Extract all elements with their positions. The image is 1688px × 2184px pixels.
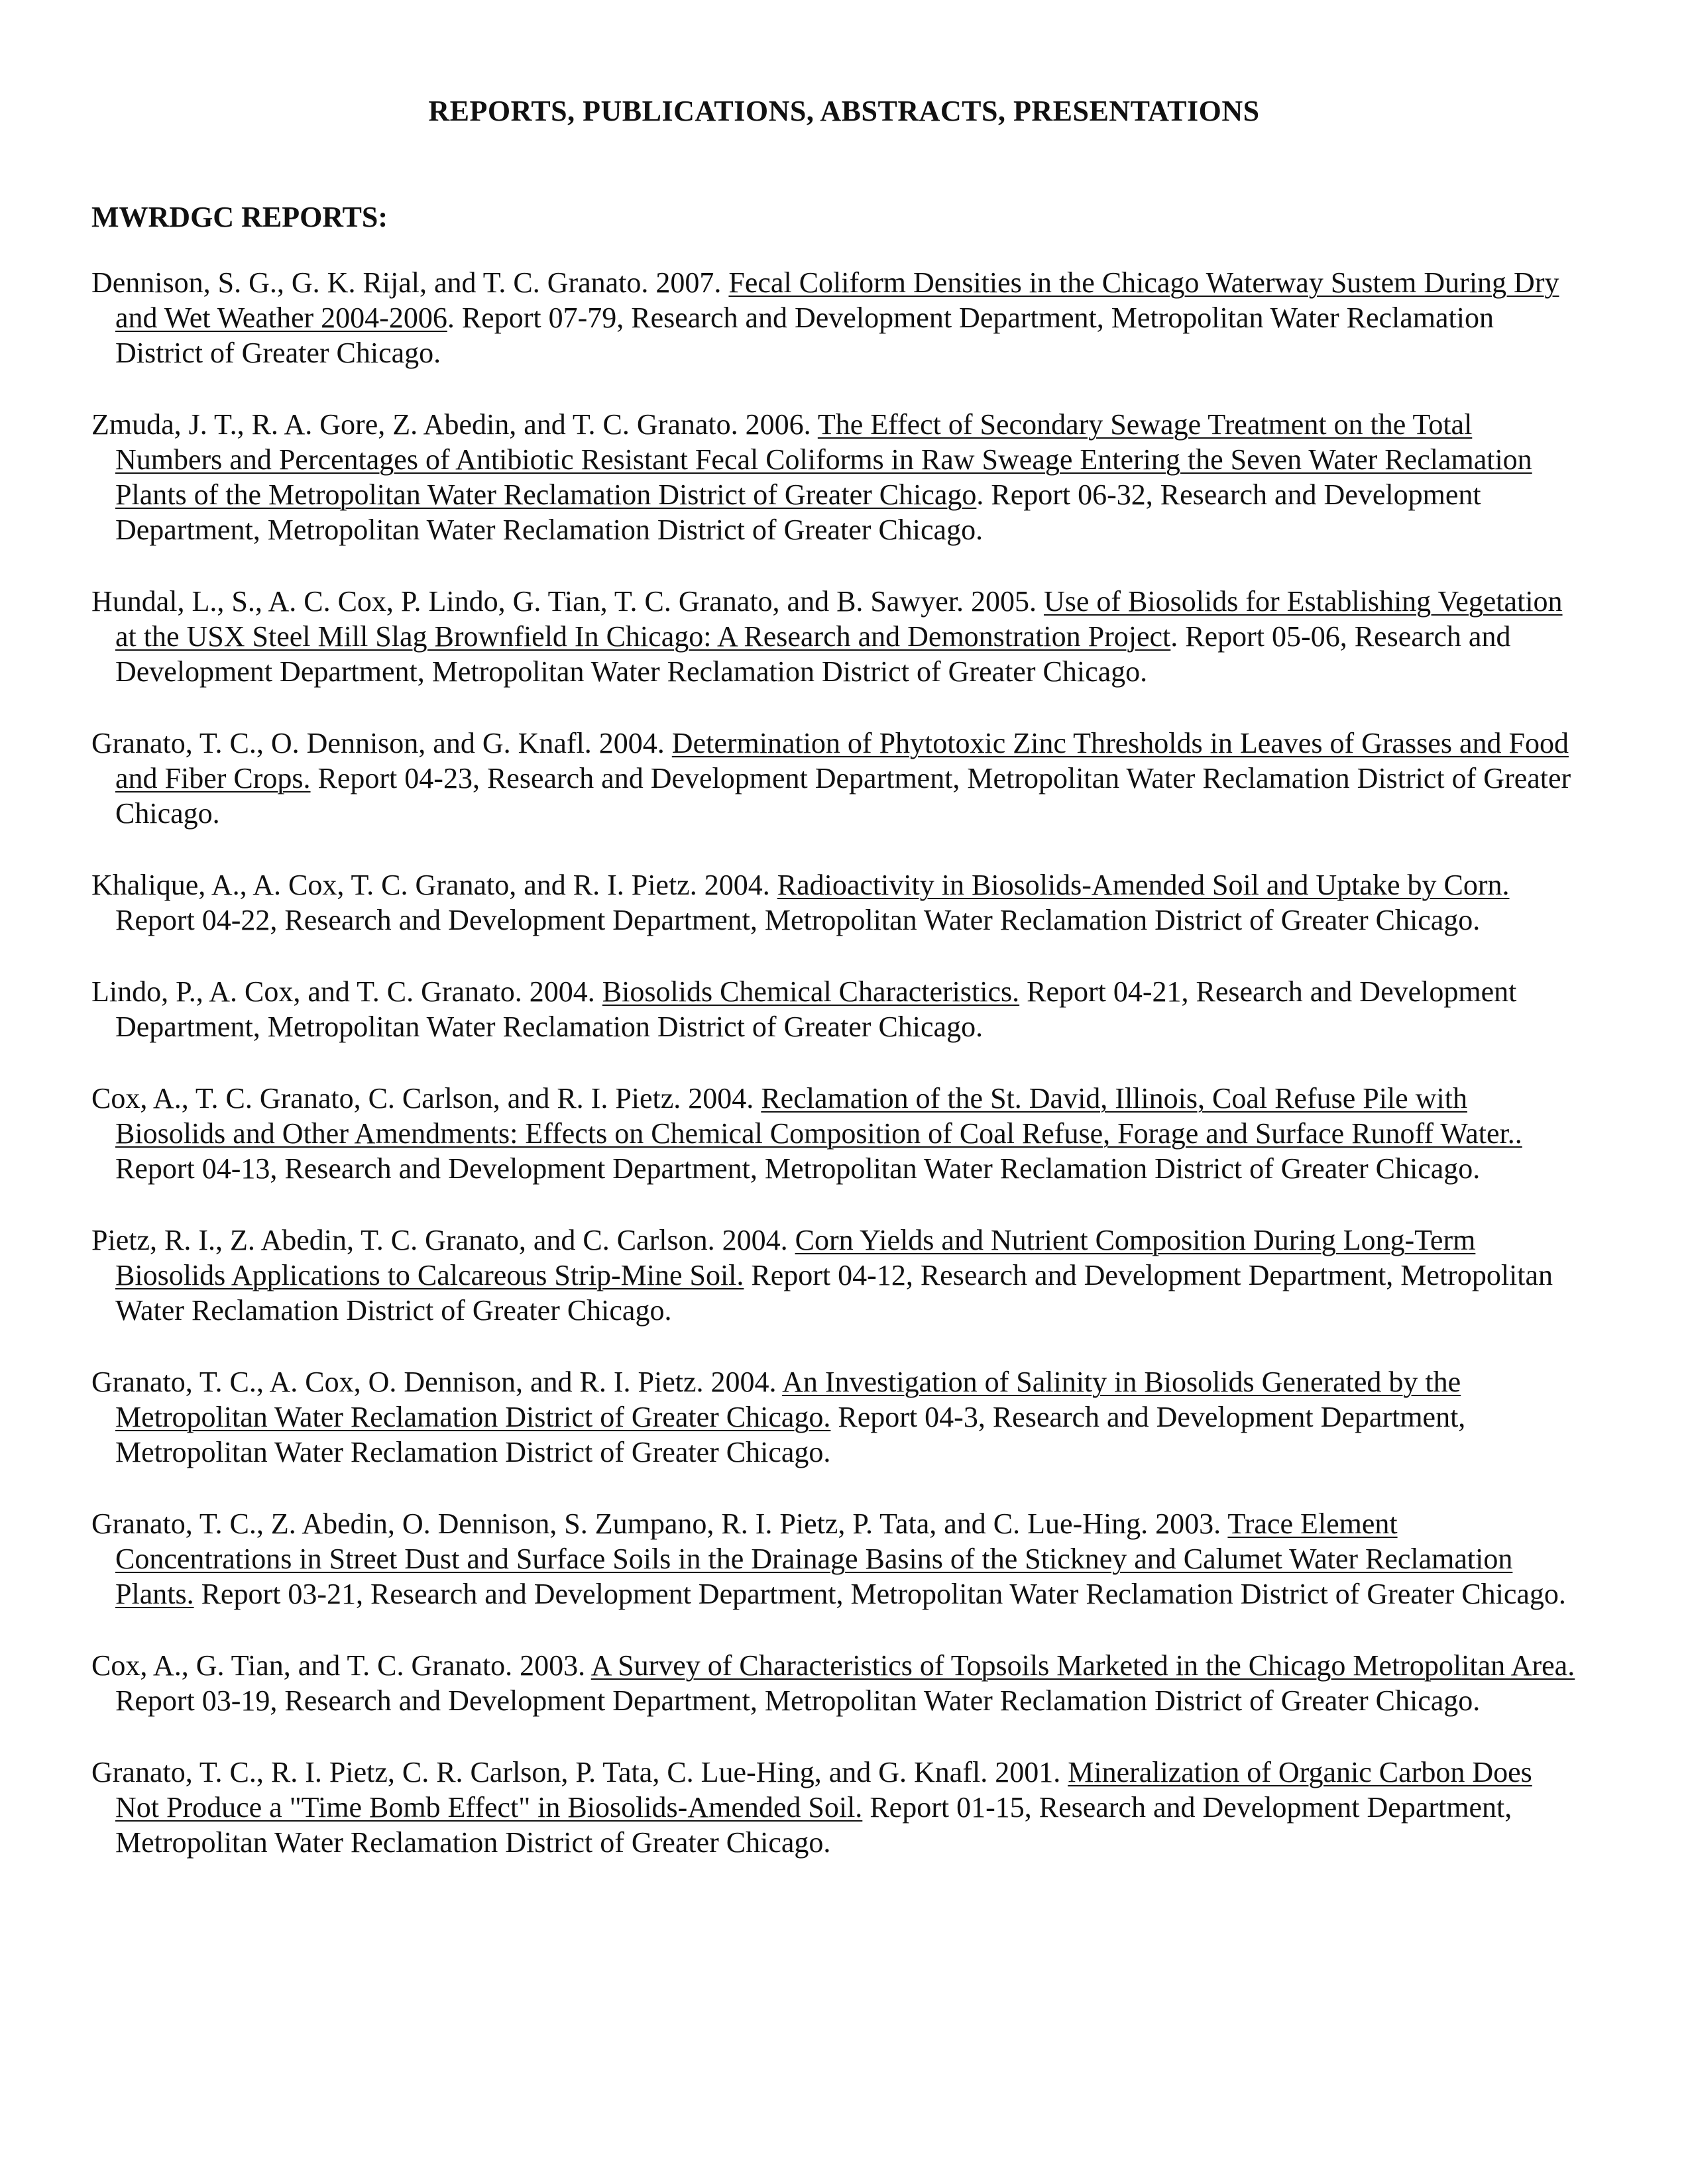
page-heading: REPORTS, PUBLICATIONS, ABSTRACTS, PRESENTATIONS (428, 95, 1260, 127)
entry-authors: Granato, T. C., O. Dennison, and G. Knafl. 2004. (91, 727, 665, 759)
entry-title: Determination of Phytotoxic Zinc Thresholds in Leaves of Grasses and Food and Fiber Crops. (115, 727, 1569, 794)
entry-title: Radioactivity in Biosolids-Amended Soil and Uptake by Corn. (777, 869, 1510, 901)
entry-title: The Effect of Secondary Sewage Treatment on the Total Numbers and Percentages of Antibiotic Resistant Fecal Coliforms in Raw Sweage Entering the Seven Water Reclamation Plants of the Metropolitan Water Reclamation District of Greater Chicago (115, 408, 1532, 511)
report-entry (91, 1081, 1576, 1186)
entry-citation: . Report 06-32, Research and Development Department, Metropolitan Water Reclamation District of Greater Chicago. (115, 478, 1481, 546)
entry-citation: Report 04-21, Research and Development Department, Metropolitan Water Reclamation District of Greater Chicago. (115, 975, 1517, 1043)
entry-title: An Investigation of Salinity in Biosolids Generated by the Metropolitan Water Reclamation District of Greater Chicago. (115, 1366, 1461, 1433)
entry-citation: Report 01-15, Research and Development Department, Metropolitan Water Reclamation District of Greater Chicago. (115, 1791, 1512, 1859)
entry-title: Reclamation of the St. David, Illinois, Coal Refuse Pile with Biosolids and Other Amendments: Effects on Chemical Composition of Coal Refuse, Forage and Surface Runoff Water.. (115, 1082, 1522, 1150)
entry-title: Biosolids Chemical Characteristics. (602, 975, 1020, 1008)
report-list (91, 265, 1576, 1896)
entry-title: Mineralization of Organic Carbon Does Not Produce a "Time Bomb Effect" in Biosolids-Amended Soil. (115, 1756, 1532, 1824)
report-entry (91, 867, 1576, 938)
report-entry (91, 1364, 1576, 1470)
entry-authors: Granato, T. C., A. Cox, O. Dennison, and R. I. Pietz. 2004. (91, 1366, 777, 1398)
entry-citation: Report 04-23, Research and Development Department, Metropolitan Water Reclamation District of Greater Chicago. (115, 762, 1571, 830)
report-entry (91, 1648, 1576, 1718)
entry-authors: Hundal, L., S., A. C. Cox, P. Lindo, G. Tian, T. C. Granato, and B. Sawyer. 2005. (91, 585, 1037, 618)
entry-citation: Report 04-12, Research and Development Department, Metropolitan Water Reclamation District of Greater Chicago. (115, 1259, 1553, 1327)
entry-title: Trace Element Concentrations in Street Dust and Surface Soils in the Drainage Basins of the Stickney and Calumet Water Reclamation Plants. (115, 1507, 1513, 1610)
entry-authors: Cox, A., G. Tian, and T. C. Granato. 2003. (91, 1649, 586, 1682)
section-heading: MWRDGC REPORTS: (91, 201, 388, 233)
entry-citation: Report 04-22, Research and Development Department, Metropolitan Water Reclamation District of Greater Chicago. (115, 904, 1481, 936)
entry-authors: Lindo, P., A. Cox, and T. C. Granato. 2004. (91, 975, 595, 1008)
report-entry (91, 1755, 1576, 1860)
entry-authors: Granato, T. C., Z. Abedin, O. Dennison, S. Zumpano, R. I. Pietz, P. Tata, and C. Lue-Hing. 2003. (91, 1507, 1221, 1540)
entry-citation: Report 03-19, Research and Development Department, Metropolitan Water Reclamation District of Greater Chicago. (115, 1684, 1481, 1717)
entry-authors: Granato, T. C., R. I. Pietz, C. R. Carlson, P. Tata, C. Lue-Hing, and G. Knafl. 2001. (91, 1756, 1061, 1788)
report-entry (91, 1223, 1576, 1328)
entry-authors: Zmuda, J. T., R. A. Gore, Z. Abedin, and T. C. Granato. 2006. (91, 408, 811, 441)
entry-authors: Pietz, R. I., Z. Abedin, T. C. Granato, and C. Carlson. 2004. (91, 1224, 788, 1256)
entry-title: Use of Biosolids for Establishing Vegetation at the USX Steel Mill Slag Brownfield In Chicago: A Research and Demonstration Project (115, 585, 1563, 653)
report-entry (91, 974, 1576, 1044)
entry-title: Corn Yields and Nutrient Composition During Long-Term Biosolids Applications to Calcareous Strip-Mine Soil. (115, 1224, 1476, 1291)
entry-authors: Dennison, S. G., G. K. Rijal, and T. C. Granato. 2007. (91, 266, 722, 299)
report-entry (91, 265, 1576, 370)
entry-title: A Survey of Characteristics of Topsoils Marketed in the Chicago Metropolitan Area. (591, 1649, 1575, 1682)
entry-citation: . Report 05-06, Research and Development Department, Metropolitan Water Reclamation District of Greater Chicago. (115, 620, 1511, 688)
entry-citation: Report 04-3, Research and Development Department, Metropolitan Water Reclamation District of Greater Chicago. (115, 1401, 1466, 1468)
entry-citation: Report 03-21, Research and Development Department, Metropolitan Water Reclamation District of Greater Chicago. (194, 1578, 1566, 1610)
entry-citation: . Report 07-79, Research and Development Department, Metropolitan Water Reclamation District of Greater Chicago. (115, 301, 1494, 369)
entry-citation: Report 04-13, Research and Development Department, Metropolitan Water Reclamation District of Greater Chicago. (115, 1152, 1481, 1185)
report-entry (91, 726, 1576, 831)
entry-authors: Cox, A., T. C. Granato, C. Carlson, and R. I. Pietz. 2004. (91, 1082, 754, 1115)
entry-title: Fecal Coliform Densities in the Chicago Waterway Sustem During Dry and Wet Weather 2004-2006 (115, 266, 1559, 334)
report-entry (91, 1506, 1576, 1611)
report-entry (91, 584, 1576, 689)
report-entry (91, 407, 1576, 547)
entry-authors: Khalique, A., A. Cox, T. C. Granato, and R. I. Pietz. 2004. (91, 869, 770, 901)
